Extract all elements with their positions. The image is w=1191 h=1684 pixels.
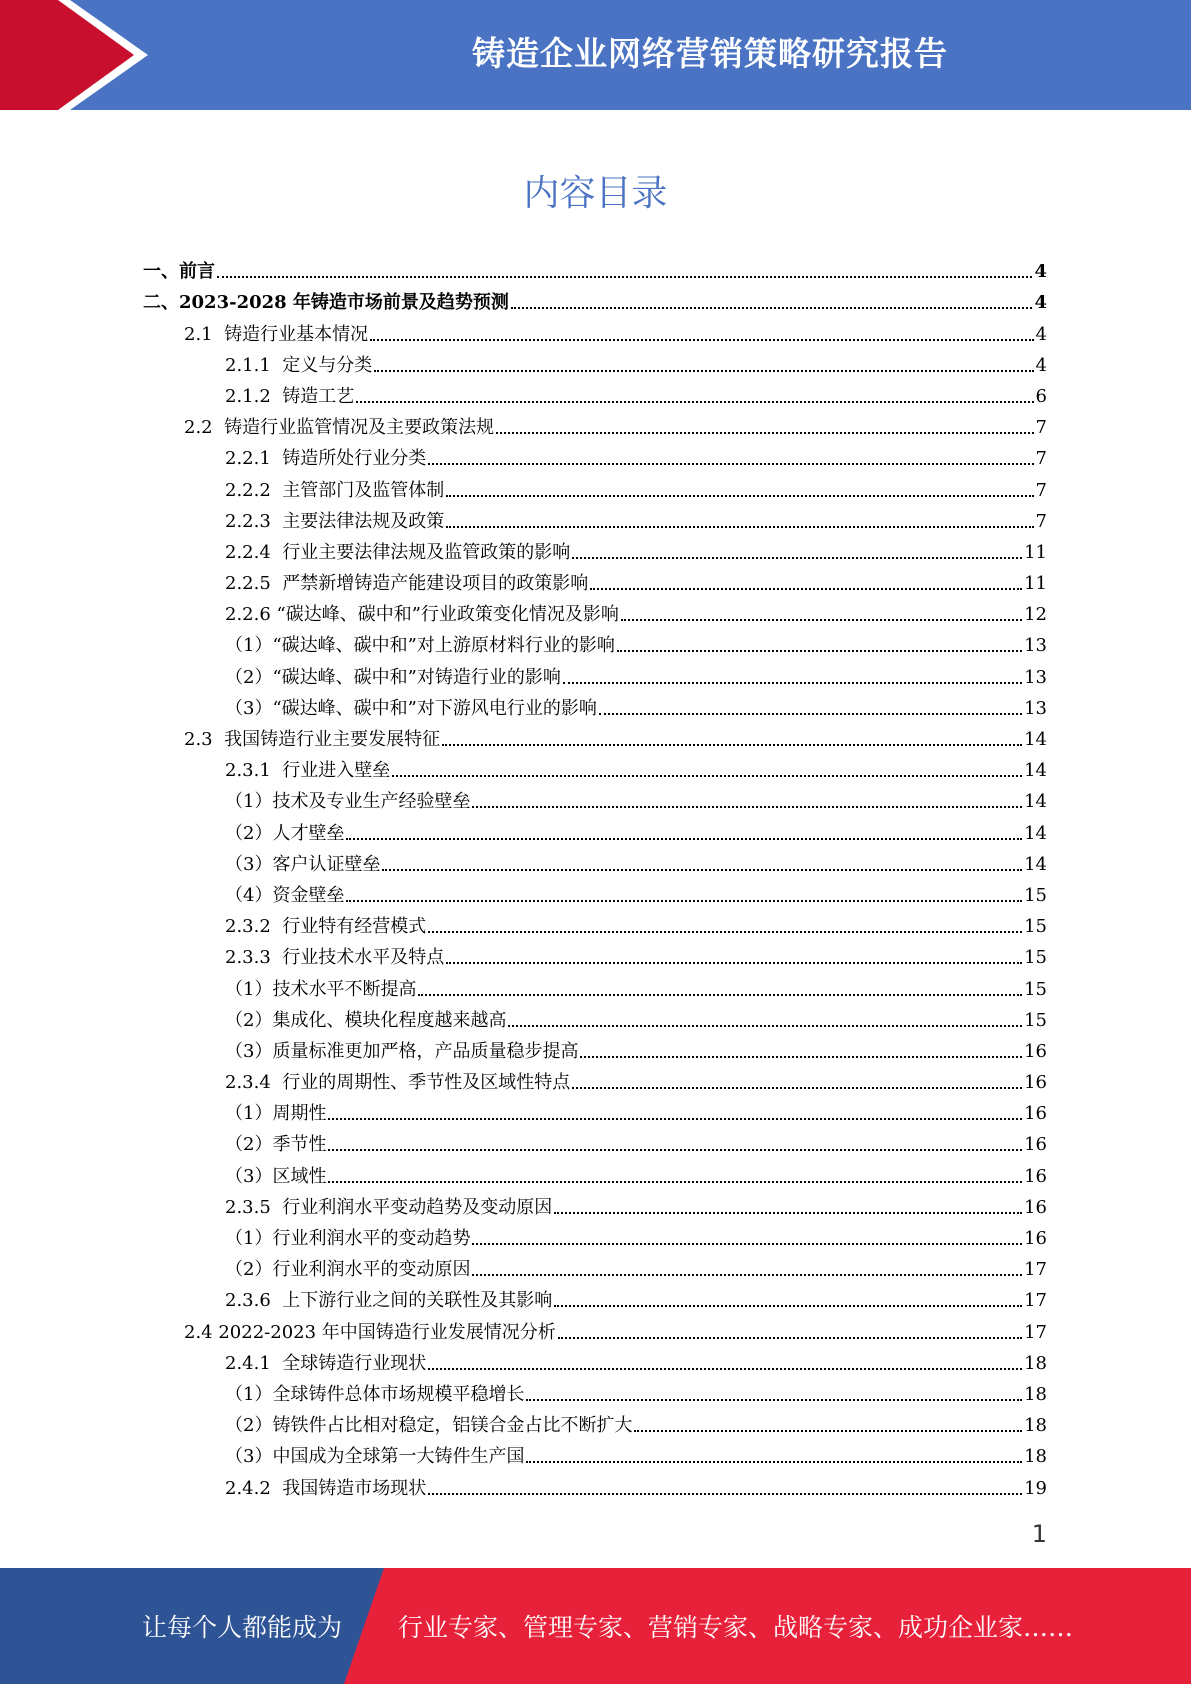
toc-entry-label: （2）行业利润水平的变动原因	[225, 1259, 471, 1281]
toc-entry-label: （2）人才壁垒	[225, 822, 345, 844]
toc-leader-dots	[392, 775, 1022, 777]
toc-leader-dots	[472, 806, 1022, 808]
toc-entry-page: 13	[1024, 666, 1047, 688]
toc-entry[interactable]	[0, 472, 1191, 503]
toc-leader-dots	[446, 495, 1033, 497]
toc-entry-label: （1）周期性	[225, 1103, 327, 1125]
toc-entry-label: 2.1.2 铸造工艺	[225, 385, 355, 407]
toc-leader-dots	[621, 619, 1022, 621]
toc-leader-dots	[370, 339, 1033, 341]
toc-entry-page: 15	[1024, 947, 1047, 969]
toc-leader-dots	[617, 650, 1022, 652]
toc-entry[interactable]	[0, 1190, 1191, 1221]
toc-entry[interactable]	[0, 1127, 1191, 1158]
toc-entry[interactable]	[0, 691, 1191, 722]
toc-leader-dots	[428, 931, 1022, 933]
toc-entry[interactable]	[0, 971, 1191, 1002]
toc-entry-page: 14	[1024, 853, 1047, 875]
toc-leader-dots	[563, 682, 1022, 684]
toc-entry-label: 2.3.5 行业利润水平变动趋势及变动原因	[225, 1196, 553, 1218]
toc-entry-page: 18	[1024, 1446, 1047, 1468]
toc-entry-label: 二、2023-2028 年铸造市场前景及趋势预测	[143, 292, 509, 314]
toc-leader-dots	[526, 1399, 1022, 1401]
footer-slogan-right: 行业专家、管理专家、营销专家、战略专家、成功企业家……	[398, 1613, 1074, 1642]
toc-leader-dots	[472, 1274, 1022, 1276]
toc-entry[interactable]	[0, 753, 1191, 784]
toc-entry-page: 15	[1024, 916, 1047, 938]
toc-entry[interactable]	[0, 348, 1191, 379]
toc-entry-page: 17	[1024, 1290, 1047, 1312]
toc-entry[interactable]	[0, 1221, 1191, 1252]
toc-entry-page: 16	[1024, 1103, 1047, 1125]
report-title: 铸造企业网络营销策略研究报告	[472, 34, 948, 73]
toc-heading: 内容目录	[523, 173, 668, 214]
toc-entry-page: 19	[1024, 1477, 1047, 1499]
toc-entry-page: 14	[1024, 760, 1047, 782]
toc-entry-label: （3）中国成为全球第一大铸件生产国	[225, 1446, 525, 1468]
toc-leader-dots	[418, 994, 1022, 996]
toc-leader-dots	[554, 1212, 1022, 1214]
toc-entry-label: （1）技术水平不断提高	[225, 978, 417, 1000]
toc-leader-dots	[428, 463, 1033, 465]
toc-leader-dots	[328, 1118, 1022, 1120]
toc-entry-label: （3）客户认证壁垒	[225, 853, 381, 875]
toc-leader-dots	[590, 588, 1022, 590]
toc-entry-page: 4	[1034, 292, 1047, 314]
toc-entry-page: 16	[1024, 1040, 1047, 1062]
toc-entry-label: （2）铸铁件占比相对稳定，铝镁合金占比不断扩大	[225, 1415, 633, 1437]
toc-entry[interactable]	[0, 1003, 1191, 1034]
toc-entry-page: 16	[1024, 1134, 1047, 1156]
toc-leader-dots	[634, 1430, 1022, 1432]
toc-entry-label: （1）行业利润水平的变动趋势	[225, 1228, 471, 1249]
toc-entry-label: 2.3.1 行业进入壁垒	[225, 760, 391, 782]
chevron-arrow-icon	[0, 0, 160, 110]
toc-entry-page: 15	[1024, 978, 1047, 1000]
toc-leader-dots	[580, 1056, 1022, 1058]
toc-entry-label: 2.3 我国铸造行业主要发展特征	[184, 729, 441, 750]
table-of-contents	[0, 254, 1191, 1502]
toc-leader-dots	[572, 557, 1022, 559]
toc-entry[interactable]	[0, 441, 1191, 472]
toc-entry-label: 2.4 2022-2023 年中国铸造行业发展情况分析	[184, 1321, 556, 1343]
toc-entry[interactable]	[0, 909, 1191, 940]
toc-entry-label: 2.2 铸造行业监管情况及主要政策法规	[184, 417, 495, 439]
toc-entry[interactable]	[0, 504, 1191, 535]
toc-entry[interactable]	[0, 379, 1191, 410]
toc-entry[interactable]	[0, 535, 1191, 566]
toc-entry-label: 2.2.2 主管部门及监管体制	[225, 479, 445, 501]
toc-entry-page: 16	[1024, 1228, 1047, 1249]
toc-leader-dots	[328, 1149, 1022, 1151]
toc-entry[interactable]	[0, 1252, 1191, 1283]
toc-entry-page: 15	[1024, 884, 1047, 906]
toc-entry-page: 14	[1024, 729, 1047, 750]
toc-leader-dots	[599, 713, 1022, 715]
toc-entry-page: 11	[1024, 541, 1047, 563]
toc-entry-label: 2.2.3 主要法律法规及政策	[225, 510, 445, 532]
toc-entry[interactable]	[0, 1314, 1191, 1345]
toc-entry-label: 2.4.1 全球铸造行业现状	[225, 1352, 427, 1374]
toc-entry-page: 7	[1035, 417, 1047, 439]
toc-entry-label: 一、前言	[143, 261, 215, 283]
page-number: 1	[1031, 1520, 1047, 1548]
toc-entry-label: （1）全球铸件总体市场规模平稳增长	[225, 1383, 525, 1405]
toc-entry-page: 6	[1035, 385, 1047, 407]
toc-entry-label: 2.3.4 行业的周期性、季节性及区域性特点	[225, 1072, 571, 1094]
toc-leader-dots	[346, 838, 1022, 840]
toc-entry-label: （2）“碳达峰、碳中和”对铸造行业的影响	[225, 666, 561, 688]
toc-leader-dots	[328, 1181, 1022, 1183]
toc-leader-dots	[508, 1025, 1022, 1027]
toc-entry-label: 2.4.2 我国铸造市场现状	[225, 1477, 427, 1499]
toc-entry-page: 11	[1024, 573, 1047, 595]
toc-entry-label: （3）区域性	[225, 1165, 327, 1187]
toc-entry[interactable]	[0, 1470, 1191, 1501]
toc-entry[interactable]	[0, 316, 1191, 347]
toc-entry-page: 17	[1024, 1321, 1047, 1343]
toc-entry[interactable]	[0, 722, 1191, 753]
toc-entry[interactable]	[0, 878, 1191, 909]
toc-entry-page: 7	[1035, 479, 1047, 501]
toc-leader-dots	[472, 1243, 1022, 1245]
toc-entry[interactable]	[0, 847, 1191, 878]
toc-entry-page: 7	[1035, 510, 1047, 532]
toc-entry-page: 4	[1035, 323, 1047, 345]
toc-entry[interactable]	[0, 1158, 1191, 1189]
toc-entry-page: 18	[1024, 1352, 1047, 1374]
toc-leader-dots	[217, 276, 1032, 278]
toc-entry-label: 2.1.1 定义与分类	[225, 354, 373, 376]
toc-leader-dots	[428, 1493, 1022, 1495]
toc-entry-label: 2.2.1 铸造所处行业分类	[225, 448, 427, 470]
toc-entry-page: 13	[1024, 697, 1047, 719]
toc-entry-page: 14	[1024, 791, 1047, 813]
toc-entry[interactable]	[0, 940, 1191, 971]
toc-entry-label: （2）季节性	[225, 1134, 327, 1156]
toc-leader-dots	[554, 1305, 1022, 1307]
toc-entry-page: 17	[1024, 1259, 1047, 1281]
toc-entry-page: 18	[1024, 1383, 1047, 1405]
toc-entry-label: （1）“碳达峰、碳中和”对上游原材料行业的影响	[225, 635, 615, 657]
toc-entry[interactable]	[0, 659, 1191, 690]
toc-entry-label: （3）“碳达峰、碳中和”对下游风电行业的影响	[225, 697, 597, 719]
toc-entry[interactable]	[0, 597, 1191, 628]
toc-entry-label: 2.3.6 上下游行业之间的关联性及其影响	[225, 1290, 553, 1312]
toc-entry[interactable]	[0, 1377, 1191, 1408]
toc-entry-page: 7	[1035, 448, 1047, 470]
toc-entry-page: 16	[1024, 1165, 1047, 1187]
toc-leader-dots	[526, 1461, 1022, 1463]
toc-entry-page: 15	[1024, 1009, 1047, 1031]
toc-entry-page: 12	[1024, 604, 1047, 626]
toc-entry-page: 13	[1024, 635, 1047, 657]
toc-leader-dots	[446, 962, 1022, 964]
toc-leader-dots	[356, 401, 1033, 403]
toc-leader-dots	[374, 370, 1033, 372]
toc-entry-label: 2.2.6 “碳达峰、碳中和”行业政策变化情况及影响	[225, 604, 619, 626]
toc-entry-label: （2）集成化、模块化程度越来越高	[225, 1009, 507, 1031]
toc-entry[interactable]	[0, 410, 1191, 441]
toc-entry-label: 2.3.2 行业特有经营模式	[225, 916, 427, 938]
toc-entry[interactable]	[0, 566, 1191, 597]
toc-entry-label: （4）资金壁垒	[225, 884, 345, 906]
toc-entry-label: 2.1 铸造行业基本情况	[184, 323, 369, 345]
toc-entry[interactable]	[0, 1096, 1191, 1127]
footer-slogan-left: 让每个人都能成为	[142, 1613, 343, 1642]
toc-entry[interactable]	[0, 1439, 1191, 1470]
toc-entry[interactable]	[0, 628, 1191, 659]
toc-entry[interactable]	[0, 1065, 1191, 1096]
toc-entry[interactable]	[0, 1034, 1191, 1065]
toc-entry[interactable]	[0, 815, 1191, 846]
toc-leader-dots	[446, 526, 1033, 528]
toc-entry-label: 2.3.3 行业技术水平及特点	[225, 947, 445, 969]
toc-entry-page: 16	[1024, 1196, 1047, 1218]
toc-leader-dots	[558, 1337, 1022, 1339]
toc-entry[interactable]	[0, 1408, 1191, 1439]
toc-entry-label: 2.2.5 严禁新增铸造产能建设项目的政策影响	[225, 573, 589, 595]
toc-leader-dots	[511, 307, 1033, 309]
toc-leader-dots	[382, 869, 1022, 871]
toc-entry[interactable]	[0, 285, 1191, 316]
header-banner	[0, 0, 1191, 110]
toc-entry-label: （3）质量标准更加严格，产品质量稳步提高	[225, 1040, 579, 1062]
toc-entry-page: 16	[1024, 1072, 1047, 1094]
toc-leader-dots	[442, 744, 1022, 746]
footer-banner	[0, 1568, 1191, 1684]
toc-entry-page: 4	[1034, 261, 1047, 283]
toc-entry[interactable]	[0, 1346, 1191, 1377]
toc-entry-page: 14	[1024, 822, 1047, 844]
toc-leader-dots	[572, 1087, 1022, 1089]
toc-entry-page: 4	[1035, 354, 1047, 376]
toc-leader-dots	[496, 432, 1033, 434]
toc-entry[interactable]	[0, 254, 1191, 285]
toc-entry[interactable]	[0, 784, 1191, 815]
toc-leader-dots	[346, 900, 1022, 902]
toc-entry-label: 2.2.4 行业主要法律法规及监管政策的影响	[225, 541, 571, 563]
toc-leader-dots	[428, 1368, 1022, 1370]
toc-entry[interactable]	[0, 1283, 1191, 1314]
toc-entry-page: 18	[1024, 1415, 1047, 1437]
toc-entry-label: （1）技术及专业生产经验壁垒	[225, 791, 471, 813]
